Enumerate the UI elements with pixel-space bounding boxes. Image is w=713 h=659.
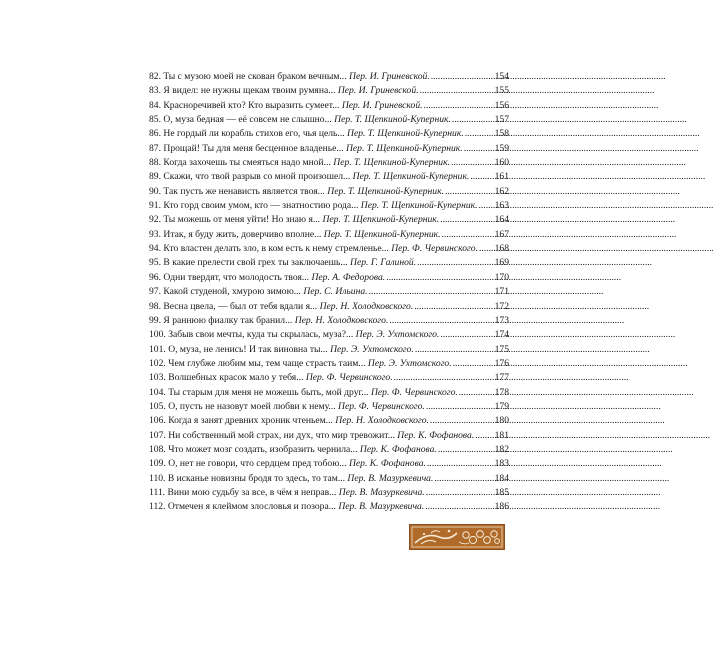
entry-translator: Пер. К. Фофанова. [397,429,475,441]
entry-first-line: Ты старым для меня не можешь быть, мой друг... [168,386,369,398]
entry-page-number: 175 [494,343,509,355]
dot-leader [463,142,493,156]
entry-page-number: 184 [494,472,509,484]
entry-page-number: 163 [494,200,509,212]
entry-translator: Пер. В. Мазуркевича. [338,486,425,498]
entry-translator: Пер. И. Гриневской. [349,71,430,82]
entry-first-line: Чем глубже любим мы, тем чаще страсть таим... [168,357,366,369]
entry-number: 101. [149,343,166,355]
entry-translator: Пер. С. Ильина. [303,286,368,298]
toc-entry-title [149,414,429,428]
entry-number: 89. [149,171,161,183]
entry-number: 86. [149,128,161,140]
entry-translator: Пер. К. Фофанова. [348,458,426,470]
entry-number: 108. [149,443,166,455]
floral-ornament-icon [409,524,505,550]
entry-number: 109. [149,458,166,470]
entry-translator: Пер. Ф. Червинского. [370,386,458,398]
entry-page-number: 159 [494,142,509,154]
dot-leader [474,429,492,443]
entry-first-line: О, пусть не назовут моей любви к нему... [168,400,336,412]
dot-leader [413,300,492,314]
dot-leader [430,70,493,84]
entry-number: 91. [149,200,161,212]
dot-leader [425,486,493,500]
toc-entry-title [149,486,425,500]
entry-number: 100. [149,329,166,341]
toc-entry-title [149,285,368,299]
entry-translator: Пер. Г. Галиной. [350,257,417,269]
dot-leader [439,213,492,227]
toc-entry-title [149,457,426,471]
toc-entry[interactable] [149,328,509,342]
dot-leader [437,443,493,457]
entry-first-line: О, нет не говори, что сердцем пред тобою... [168,458,347,470]
dot-leader [423,99,493,113]
entry-first-line: Не гордый ли корабль стихов его, чья цель... [163,128,345,140]
entry-first-line: Когда я занят древних хроник чтеньем... [168,415,333,427]
entry-first-line: Так пусть же ненависть является твоя... [163,185,325,197]
entry-translator: Пер. Ф. Червинского. [305,372,393,384]
dot-leader [444,185,493,199]
entry-number: 105. [149,400,166,412]
dot-leader [469,170,492,184]
entry-translator: Пер. И. Гриневской. [337,85,419,97]
dot-leader [426,457,493,471]
entry-number: 102. [149,357,166,369]
toc-entry-title [149,256,416,270]
entry-translator: Пер. А. Федорова. [311,271,386,283]
entry-number: 111. [149,486,166,498]
dot-leader [451,113,493,127]
dot-leader [450,156,493,170]
toc-entry[interactable] [149,213,509,227]
entry-page-number: 168 [494,243,509,255]
entry-first-line: О, муза бедная — её совсем не слышно... [163,114,332,126]
toc-entry[interactable] [149,457,509,471]
entry-number: 94. [149,243,161,255]
entry-number: 99. [149,314,161,326]
toc-entry[interactable] [149,142,509,156]
toc-entry-title [149,371,393,385]
entry-page-number: 183 [494,458,509,470]
toc-entry[interactable] [149,443,509,457]
entry-first-line: Одни твердят, что молодость твоя... [163,271,310,283]
entry-first-line: Какой студеной, хмурою зимою... [163,286,301,298]
entry-translator: Пер. И. Гриневской. [341,99,423,111]
entry-translator: Пер. Т. Щепкиной-Куперник. [347,128,464,140]
entry-translator: Пер. Ф. Червинского. [338,400,425,412]
toc-entry[interactable] [149,300,509,314]
toc-entry[interactable] [149,343,509,357]
entry-translator: Пер. Т. Щепкиной-Куперник. [322,214,440,226]
toc-entry-title [149,300,413,314]
toc-entry[interactable] [149,127,509,141]
entry-page-number: 155 [494,85,509,97]
toc-entry-title [149,242,478,256]
toc-entry-title [149,271,385,285]
toc-entry[interactable] [149,486,509,500]
entry-first-line: Забыв свои мечты, куда ты скрылась, муза?... [168,329,354,341]
dot-leader [385,271,492,285]
toc-entry[interactable] [149,156,509,170]
entry-translator: Пер. Т. Щепкиной-Куперник. [360,200,478,212]
entry-number: 82. [149,71,161,82]
entry-first-line: Весна цвела, — был от тебя вдали я... [163,300,318,312]
dot-leader [416,256,493,270]
entry-number: 92. [149,214,161,226]
dot-leader [425,400,493,414]
toc-entry[interactable] [149,185,509,199]
toc-entry[interactable] [149,429,509,443]
entry-number: 97. [149,286,161,298]
toc-entry-title [149,472,433,486]
entry-number: 93. [149,228,161,240]
toc-entry[interactable] [149,271,509,285]
entry-number: 112. [149,501,166,513]
entry-page-number: 171 [494,286,509,298]
entry-translator: Пер. Т. Щепкиной-Куперник. [352,171,470,183]
entry-page-number: 156 [494,99,509,111]
entry-number: 90. [149,185,161,197]
entry-translator: Пер. Н. Холодковского. [294,314,389,326]
toc-entry-title [149,113,451,127]
entry-first-line: Ни собственный мой страх, ни дух, что мир тревожит... [168,429,395,441]
toc-entry[interactable] [149,256,509,270]
toc-entry-title [149,84,419,98]
entry-page-number: 169 [494,257,509,269]
toc-entry[interactable] [149,199,509,213]
dot-leader [393,371,493,385]
dot-leader [419,84,493,98]
toc-entry-title [149,386,458,400]
toc-entry-title [149,142,463,156]
entry-translator: Пер. Т. Щепкиной-Куперник. [333,157,450,169]
entry-translator: Пер. Т. Щепкиной-Куперник. [323,228,441,240]
dot-leader [478,242,493,256]
toc-entry[interactable] [149,84,509,98]
entry-number: 96. [149,271,161,283]
toc-entry-title [149,228,441,242]
toc-entry-title [149,199,478,213]
entry-number: 98. [149,300,161,312]
entry-first-line: Прощай! Ты для меня бесценное владенье... [163,142,344,154]
entry-page-number: 186 [494,501,509,513]
toc-entry-title [149,343,414,357]
toc-entry-title [149,443,437,457]
toc-entry[interactable] [149,386,509,400]
entry-first-line: В какие прелести свой грех ты заключаешь... [163,257,348,269]
entry-page-number: 172 [494,300,509,312]
entry-page-number: 181 [494,429,509,441]
entry-first-line: Итак, я буду жить, доверчиво вполне... [163,228,322,240]
toc-entry-title [149,70,430,84]
toc-entry-title [149,170,469,184]
dot-leader [478,199,493,213]
entry-first-line: Я раннюю фиалку так бранил... [163,314,293,326]
entry-first-line: О, муза, не ленись! И так виновна ты... [168,343,328,355]
toc-entry[interactable] [149,70,509,84]
dot-leader [458,386,493,400]
entry-number: 95. [149,257,161,269]
entry-page-number: 176 [494,357,509,369]
entry-first-line: Отмечен я клеймом злословья и позора... [167,501,336,513]
toc-entry-title [149,156,450,170]
toc-entry[interactable] [149,472,509,486]
dot-leader [452,357,493,371]
entry-page-number: 167 [494,228,509,240]
entry-page-number: 170 [494,271,509,283]
entry-page-number: 182 [494,443,509,455]
entry-translator: Пер. Н. Холодковского. [319,300,414,312]
toc-entry-title [149,500,424,514]
entry-page-number: 185 [494,486,509,498]
toc-entry-title [149,314,388,328]
entry-translator: Пер. В. Мазуркевича. [347,472,434,484]
entry-translator: Пер. К. Фофанова. [359,443,437,455]
entry-translator: Пер. Э. Ухтомского. [330,343,414,355]
toc-entry[interactable] [149,285,509,299]
entry-number: 83. [149,85,161,97]
entry-first-line: Волшебных красок мало у тебя... [168,372,304,384]
dot-leader [429,414,493,428]
toc-entry[interactable] [149,99,509,113]
dot-leader [464,127,493,141]
dot-leader [433,472,492,486]
entry-first-line: В исканье новизны бродя то здесь, то там... [167,472,346,484]
toc-entry-title [149,400,425,414]
entry-first-line: Когда захочешь ты смеяться надо мной... [163,157,331,169]
entry-page-number: 177 [494,372,509,384]
entry-number: 84. [149,99,161,111]
entry-translator: Пер. В. Мазуркевича. [338,501,425,513]
entry-page-number: 161 [494,171,509,183]
dot-leader [414,343,493,357]
entry-page-number: 180 [494,415,509,427]
toc-entry[interactable] [149,314,509,328]
entry-page-number: 179 [494,400,509,412]
entry-number: 107. [149,429,166,441]
entry-translator: Пер. Т. Щепкиной-Куперник. [345,142,463,154]
entry-first-line: Ты с музою моей не скован браком вечным... [163,71,347,82]
table-of-contents [149,70,509,515]
entry-first-line: Ты можешь от меня уйти! Но знаю я... [163,214,321,226]
entry-number: 106. [149,415,166,427]
entry-page-number: 162 [494,185,509,197]
entry-number: 104. [149,386,166,398]
toc-entry[interactable] [149,113,509,127]
toc-entry[interactable] [149,242,509,256]
toc-entry-title [149,99,423,113]
entry-number: 110. [149,472,166,484]
entry-number: 103. [149,372,166,384]
entry-page-number: 160 [494,157,509,169]
entry-first-line: Кто властен делать зло, в ком есть к нему стремленье... [163,243,389,255]
entry-page-number: 154 [494,71,509,82]
toc-entry[interactable] [149,500,509,514]
toc-entry-title [149,429,474,443]
toc-entry-title [149,357,452,371]
entry-first-line: Вини мою судьбу за все, в чём я неправ... [167,486,337,498]
dot-leader [441,228,493,242]
toc-entry-title [149,185,444,199]
toc-entry-title [149,213,439,227]
entry-translator: Пер. Э. Ухтомского. [355,329,440,341]
entry-first-line: Кто горд своим умом, кто — знатностию рода... [163,200,359,212]
entry-page-number: 158 [494,128,509,140]
toc-entry[interactable] [149,228,509,242]
entry-page-number: 157 [494,114,509,126]
entry-page-number: 164 [494,214,509,226]
entry-first-line: Что может мозг создать, изобразить чернила... [168,443,358,455]
entry-first-line: Я видел: не нужны щекам твоим румяна... [163,85,336,97]
dot-leader [424,500,492,514]
entry-number: 87. [149,142,161,154]
entry-number: 88. [149,157,161,169]
entry-page-number: 174 [494,329,509,341]
toc-entry[interactable] [149,170,509,184]
entry-page-number: 178 [494,386,509,398]
toc-entry-title [149,127,464,141]
toc-entry[interactable] [149,400,509,414]
toc-entry[interactable] [149,357,509,371]
toc-entry[interactable] [149,414,509,428]
entry-translator: Пер. Э. Ухтомского. [367,357,452,369]
toc-entry[interactable] [149,371,509,385]
entry-translator: Пер. Т. Щепкиной-Куперник. [334,114,451,126]
entry-first-line: Скажи, что твой разрыв со мной произошел... [163,171,351,183]
dot-leader [368,285,493,299]
entry-number: 85. [149,114,161,126]
entry-translator: Пер. Т. Щепкиной-Куперник. [327,185,444,197]
dot-leader [388,314,492,328]
entry-translator: Пер. Н. Холодковского. [335,415,429,427]
dot-leader [439,328,492,342]
toc-entry-title [149,328,439,342]
entry-page-number: 173 [494,314,509,326]
entry-translator: Пер. Ф. Червинского. [391,243,478,255]
entry-first-line: Красноречивей кто? Кто выразить сумеет... [163,99,340,111]
